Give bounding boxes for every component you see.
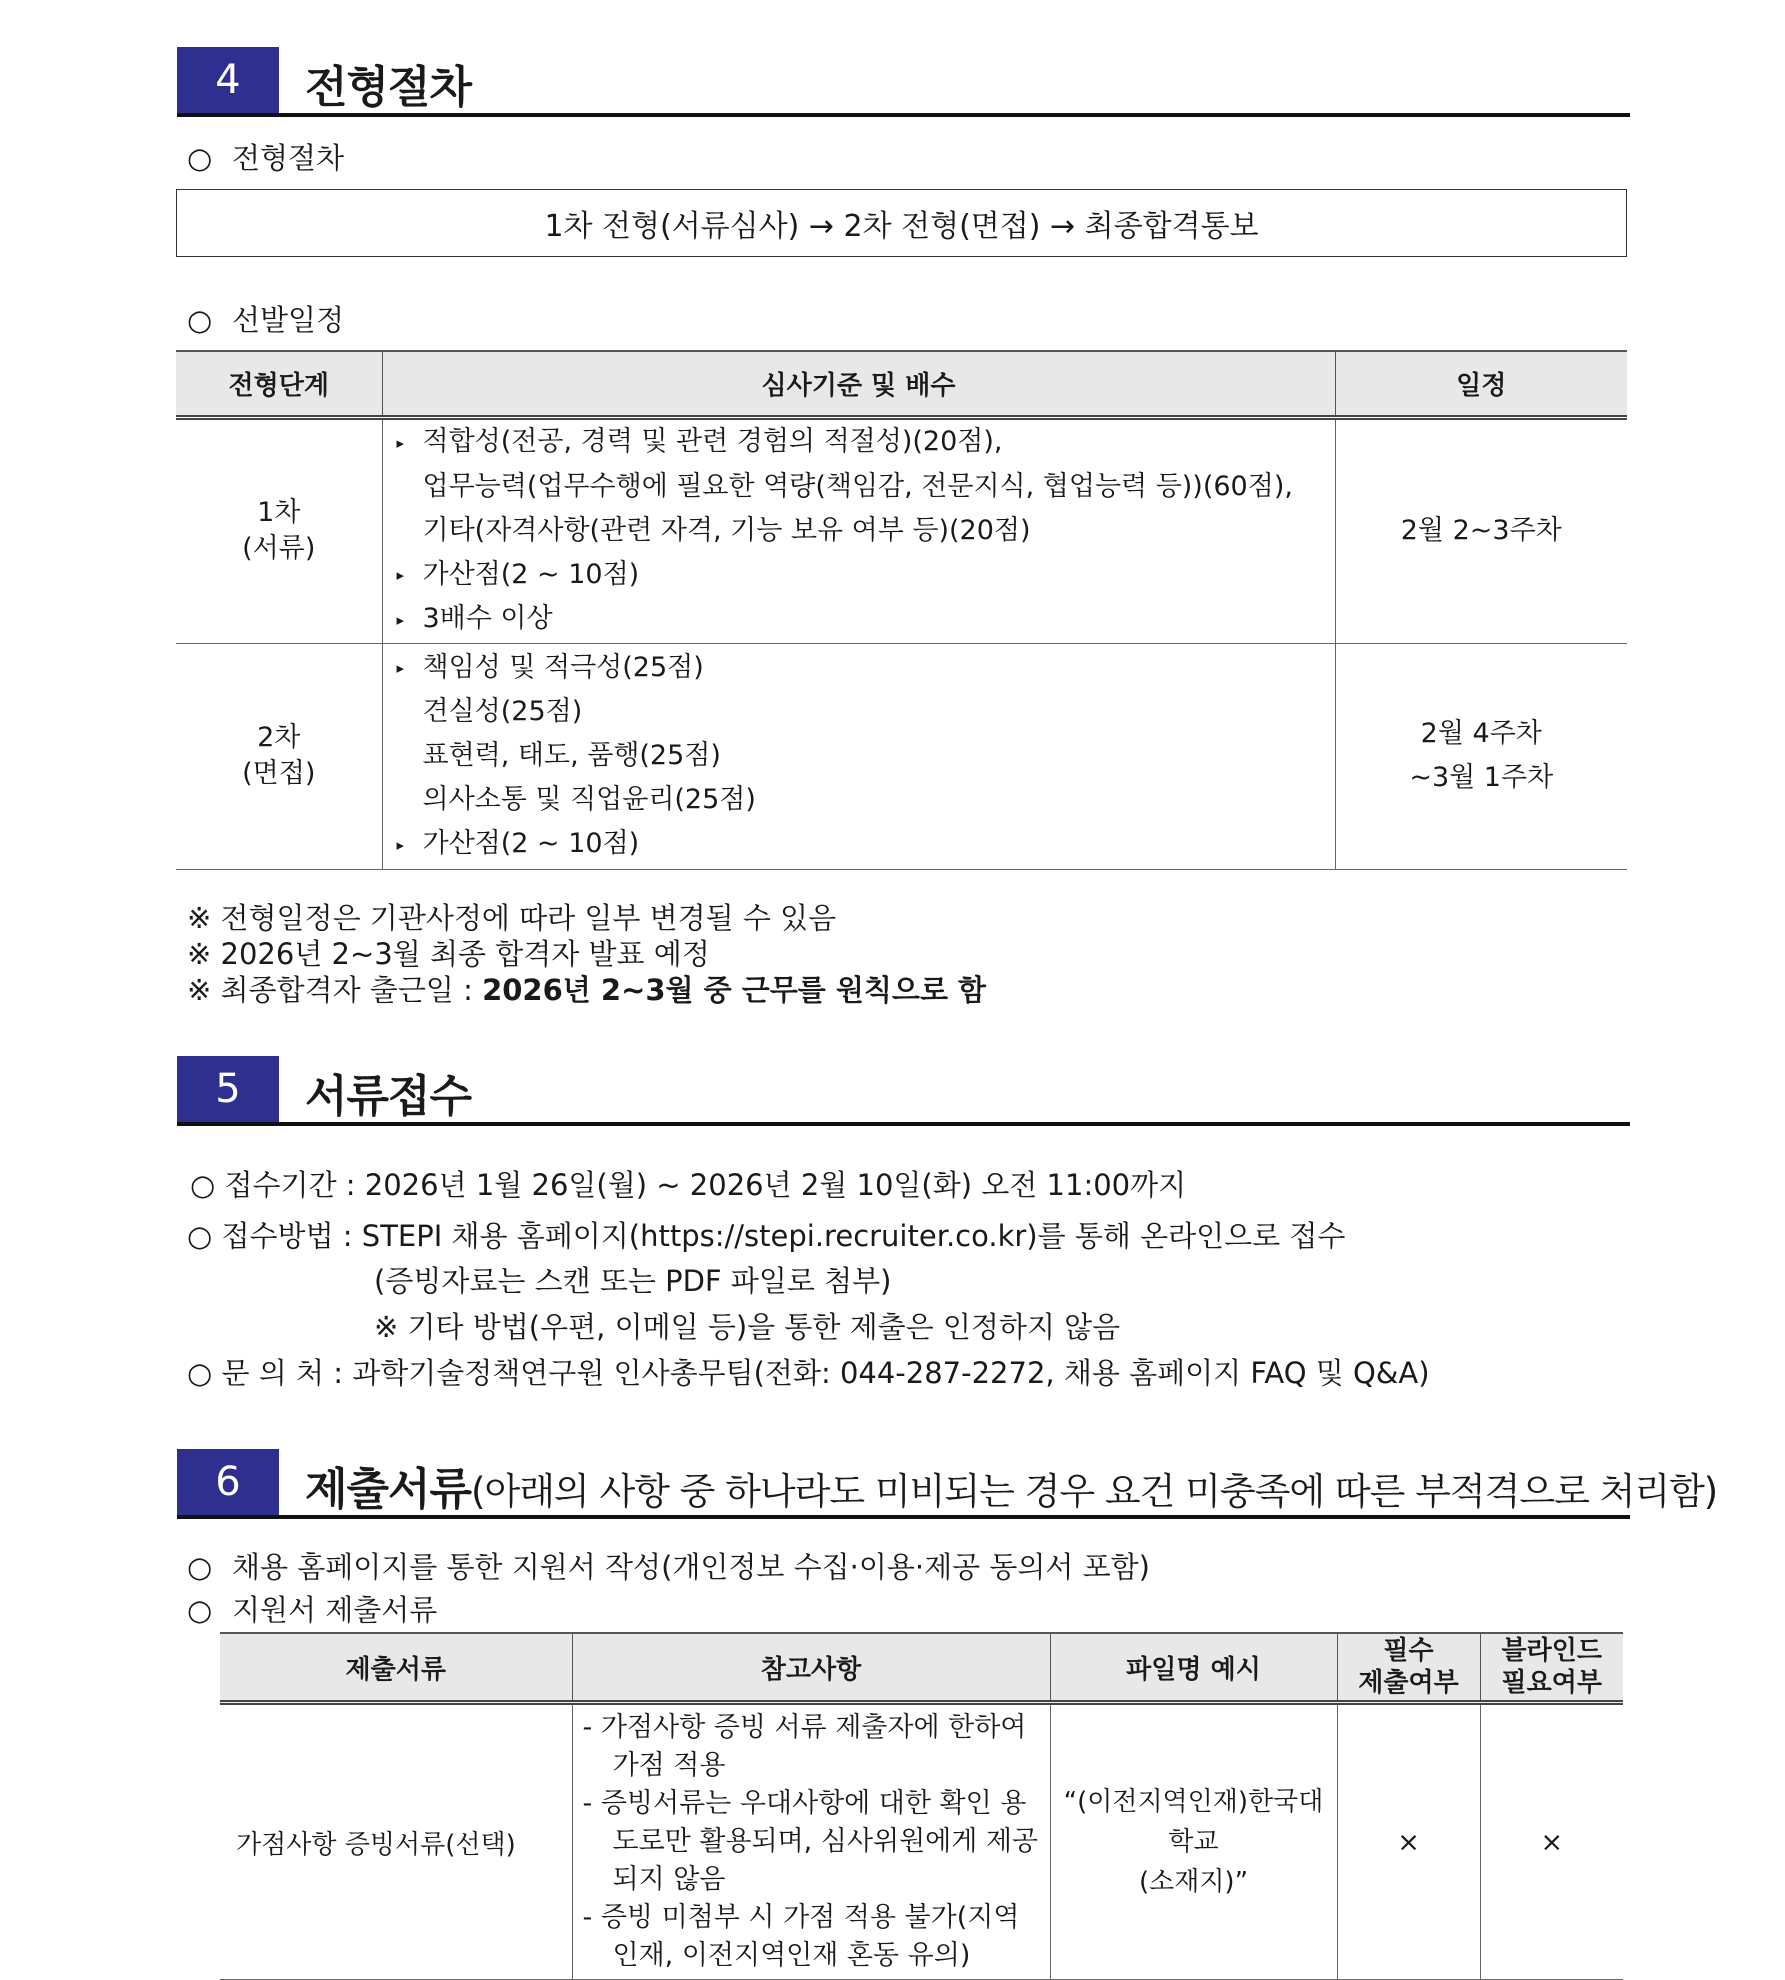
method-sub-line: ※ 기타 방법(우편, 이메일 등)을 통한 제출은 인정하지 않음 bbox=[374, 1310, 1121, 1344]
section-4-header bbox=[177, 47, 1630, 119]
note-line: ※ 전형일정은 기관사정에 따라 일부 변경될 수 있음 bbox=[187, 901, 837, 935]
criteria-text: 의사소통 및 직업윤리(25점) bbox=[422, 784, 756, 815]
section-title: 전형절차 bbox=[305, 62, 472, 113]
table-header: 심사기준 및 배수 bbox=[382, 351, 1335, 417]
table-header: 제출서류 bbox=[220, 1633, 572, 1703]
criteria-line bbox=[397, 690, 1335, 734]
table-row bbox=[176, 417, 1627, 643]
table-cell: - 가점사항 증빙 서류 제출자에 한하여 가점 적용 - 증빙서류는 우대사항에 대한 확인 용도로만 활용되며, 심사위원에게 제공되지 않음 - 증빙 미첨부 시 가점 적용 불가(지역인재, 이전지역인재 혼동 유의) bbox=[572, 1703, 1050, 1980]
criteria-text: 적합성(전공, 경력 및 관련 경험의 적절성)(20점), bbox=[422, 426, 1003, 458]
note-line: ※ 최종합격자 출근일 : 2026년 2~3월 중 근무를 원칙으로 함 bbox=[187, 973, 987, 1007]
section-title: 서류접수 bbox=[305, 1071, 472, 1122]
docs-item: ○ 지원서 제출서류 bbox=[187, 1593, 438, 1627]
section-subtitle: (아래의 사항 중 하나라도 미비되는 경우 요건 미충족에 따른 부적격으로 처리함) bbox=[471, 1470, 1718, 1513]
method-line: ○ 접수방법 : STEPI 채용 홈페이지(https://stepi.recruiter.co.kr)를 통해 온라인으로 접수 bbox=[187, 1219, 1346, 1253]
section-6-header bbox=[177, 1449, 1718, 1521]
stage-text: 1차 bbox=[257, 497, 301, 528]
schedule-table bbox=[176, 350, 1627, 870]
table-header: 일정 bbox=[1335, 351, 1627, 417]
procedure-flow-box bbox=[176, 189, 1627, 257]
table-cell: × bbox=[1337, 1703, 1480, 1980]
schedule-text: ~3월 1주차 bbox=[1409, 762, 1554, 793]
table-row bbox=[220, 1703, 1623, 1980]
section-rule bbox=[177, 1515, 1630, 1519]
table-header: 파일명 예시 bbox=[1050, 1633, 1337, 1703]
section-number: 5 bbox=[177, 1056, 279, 1122]
section-rule bbox=[177, 1122, 1630, 1126]
criteria-text: 가산점(2 ~ 10점) bbox=[422, 558, 640, 590]
criteria-text: 기타(자격사항(관련 자격, 기능 보유 여부 등)(20점) bbox=[422, 514, 1031, 546]
stage-cell bbox=[176, 417, 382, 643]
table-row bbox=[176, 643, 1627, 869]
triangle-bullet-icon: ▸ bbox=[396, 566, 405, 585]
criteria-line bbox=[397, 734, 1335, 778]
criteria-text: 가산점(2 ~ 10점) bbox=[422, 828, 640, 859]
schedule-cell bbox=[1335, 417, 1627, 643]
criteria-text: 견실성(25점) bbox=[422, 696, 583, 727]
criteria-line bbox=[397, 465, 1335, 509]
triangle-bullet-icon: ▸ bbox=[396, 610, 405, 629]
section-rule bbox=[177, 113, 1630, 117]
stage-text: 2차 bbox=[257, 722, 301, 753]
criteria-line bbox=[397, 509, 1335, 553]
schedule-label: ○ 선발일정 bbox=[187, 303, 345, 337]
table-header-row bbox=[220, 1633, 1623, 1703]
table-header: 참고사항 bbox=[572, 1633, 1050, 1703]
criteria-line bbox=[397, 646, 1335, 691]
criteria-line bbox=[397, 420, 1335, 465]
table-header: 블라인드 필요여부 bbox=[1480, 1633, 1623, 1703]
triangle-bullet-icon: ▸ bbox=[396, 433, 405, 452]
triangle-bullet-icon: ▸ bbox=[396, 835, 405, 854]
period-line: ○ 접수기간 : 2026년 1월 26일(월) ~ 2026년 2월 10일(화) 오전 11:00까지 bbox=[190, 1168, 1187, 1202]
table-cell: “(이전지역인재)한국대학교 (소재지)” bbox=[1050, 1703, 1337, 1980]
criteria-text: 표현력, 태도, 품행(25점) bbox=[422, 740, 721, 771]
stage-cell bbox=[176, 643, 382, 869]
method-sub-line: (증빙자료는 스캔 또는 PDF 파일로 첨부) bbox=[374, 1264, 892, 1298]
schedule-text: 2월 4주차 bbox=[1420, 718, 1542, 749]
section-number: 6 bbox=[177, 1449, 279, 1515]
stage-text: (서류) bbox=[242, 533, 316, 564]
table-cell: 가점사항 증빙서류(선택) bbox=[220, 1703, 572, 1980]
table-header-row bbox=[176, 351, 1627, 417]
criteria-line bbox=[397, 822, 1335, 867]
criteria-cell bbox=[382, 417, 1335, 643]
procedure-label: ○ 전형절차 bbox=[187, 141, 345, 175]
schedule-cell bbox=[1335, 643, 1627, 869]
criteria-line bbox=[397, 597, 1335, 642]
table-cell: × bbox=[1480, 1703, 1623, 1980]
criteria-cell bbox=[382, 643, 1335, 869]
section-number: 4 bbox=[177, 47, 279, 113]
documents-table bbox=[220, 1632, 1623, 1980]
table-header: 전형단계 bbox=[176, 351, 382, 417]
criteria-text: 책임성 및 적극성(25점) bbox=[422, 651, 704, 683]
schedule-text: 2월 2~3주차 bbox=[1400, 515, 1562, 546]
note-line: ※ 2026년 2~3월 최종 합격자 발표 예정 bbox=[187, 937, 710, 971]
criteria-text: 3배수 이상 bbox=[422, 603, 553, 635]
section-title: 제출서류(아래의 사항 중 하나라도 미비되는 경우 요건 미충족에 따른 부적격으로 처리함) bbox=[305, 1464, 1718, 1515]
table-header: 필수 제출여부 bbox=[1337, 1633, 1480, 1703]
procedure-flow-text: 1차 전형(서류심사) → 2차 전형(면접) → 최종합격통보 bbox=[544, 209, 1259, 244]
triangle-bullet-icon: ▸ bbox=[396, 659, 405, 677]
stage-text: (면접) bbox=[242, 758, 316, 789]
docs-item: ○ 채용 홈페이지를 통한 지원서 작성(개인정보 수집·이용·제공 동의서 포함) bbox=[187, 1550, 1150, 1584]
section-5-header bbox=[177, 1056, 1630, 1128]
criteria-text: 업무능력(업무수행에 필요한 역량(책임감, 전문지식, 협업능력 등))(60점), bbox=[422, 470, 1293, 502]
criteria-line bbox=[397, 778, 1335, 822]
contact-line: ○ 문 의 처 : 과학기술정책연구원 인사총무팀(전화: 044-287-2272, 채용 홈페이지 FAQ 및 Q&A) bbox=[187, 1356, 1430, 1390]
criteria-line bbox=[397, 553, 1335, 598]
